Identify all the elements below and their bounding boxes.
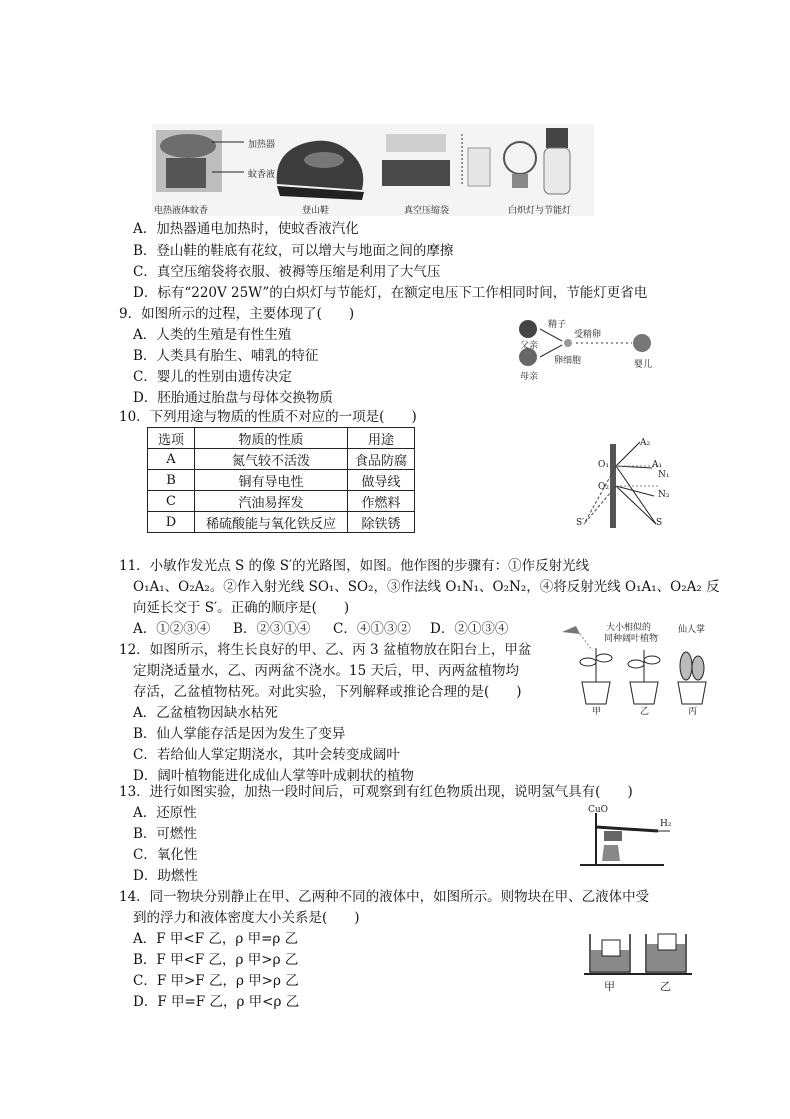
label-father: 父亲 [520,341,539,351]
q13-apparatus-figure [574,805,678,869]
q14-diagram [580,912,698,992]
caption-vacuum-bag: 真空压缩袋 [404,206,450,216]
label-mother: 母亲 [520,372,539,382]
q13-option-b: B．可燃性 [133,826,197,842]
q14-line-1: 14．同一物块分别静止在甲、乙两种不同的液体中，如图所示。则物块在甲、乙液体中受 [119,889,650,905]
cell-property: 氮气较不活泼 [195,449,348,470]
table-row [148,470,415,491]
q12-option-d: D．阔叶植物能进化成仙人掌等叶成刺状的植物 [133,768,414,784]
q9-option-d: D．胚胎通过胎盘与母体交换物质 [133,390,333,406]
q9-option-b: B．人类具有胎生、哺乳的特征 [133,348,319,364]
label-zygote: 受精卵 [574,330,602,340]
q12-option-a: A．乙盆植物因缺水枯死 [133,705,278,721]
label-n1: N₁ [658,470,670,480]
caption-mosquito-liquid: 蚊香液 [248,170,276,180]
q11-line-2: O₁A₁、O₂A₂。②作入射光线 SO₁、SO₂，③作法线 O₁N₁、O₂N₂，④将反射光线 O₁A₁、O₂A₂ 反 [133,579,720,595]
header-use: 用途 [348,428,415,449]
label-beaker-yi: 乙 [660,980,671,993]
q13-option-a: A．还原性 [133,805,197,821]
q12-option-b: B．仙人掌能存活是因为发生了变异 [133,726,346,742]
q11-option-b: B．②③①④ [233,621,311,637]
q12-line-1: 12．如图所示，将生长良好的甲、乙、丙 3 盆植物放在阳台上，甲盆 [119,642,532,658]
q11-line-3: 向延长交于 S′。正确的顺序是( ) [133,600,350,616]
q14-option-a: A．F 甲<F 乙，ρ 甲=ρ 乙 [133,931,299,947]
header-property: 物质的性质 [195,428,348,449]
label-cactus: 仙人掌 [678,625,706,635]
label-yi: 乙 [640,707,650,717]
label-a2: A₂ [640,438,651,448]
q9-stem: 9．如图所示的过程，主要体现了( ) [119,306,355,322]
q8-option-a: A．加热器通电加热时，使蚊香液汽化 [133,221,359,237]
cell-property: 稀硫酸能与氧化铁反应 [195,512,348,533]
q8-option-c: C．真空压缩袋将衣服、被褥等压缩是利用了大气压 [133,264,441,280]
q9-option-a: A．人类的生殖是有性生殖 [133,327,292,343]
q12-option-c: C．若给仙人掌定期浇水，其叶会转变成阔叶 [133,747,400,763]
header-option: 选项 [148,428,195,449]
q11-line-1: 11．小敏作发光点 S 的像 S′的光路图，如图。他作图的步骤有：①作反射光线 [119,558,590,574]
cell-property: 铜有导电性 [195,470,348,491]
label-n2: N₂ [658,490,670,500]
caption-bulbs: 白炽灯与节能灯 [508,206,572,216]
cell-option: C [148,491,195,512]
q14-beakers-figure [580,912,698,992]
table-row [148,449,415,470]
cell-property: 汽油易挥发 [195,491,348,512]
table-header-row [148,428,415,449]
q14-line-2: 到的浮力和液体密度大小关系是( ) [133,910,360,926]
q9-option-c: C．婴儿的性别由遗传决定 [133,369,292,385]
caption-liquid-mosquito-coil: 电热液体蚊香 [154,206,209,216]
label-s-prime: S′ [576,518,585,528]
cell-option: D [148,512,195,533]
label-s: S [656,518,663,528]
cell-use: 食品防腐 [348,449,415,470]
label-o1: O₁ [598,460,609,470]
label-h2: H₂ [660,819,672,829]
q11-option-c: C．④①③② [333,621,411,637]
label-cuo: CuO [588,805,609,815]
label-baby: 婴儿 [634,360,653,370]
cell-use: 除铁锈 [348,512,415,533]
label-egg: 卵细胞 [554,356,582,366]
q13-stem: 13．进行如图实验，加热一段时间后，可观察到有红色物质出现，说明氢气具有( ) [119,784,633,800]
label-o2: O₂ [598,482,609,492]
q14-option-c: C．F 甲>F 乙，ρ 甲>ρ 乙 [133,973,299,989]
label-similar-size: 大小相似的 [606,623,652,633]
label-a1: A₁ [652,460,663,470]
label-broadleaf: 同种阔叶植物 [604,634,659,644]
cell-option: B [148,470,195,491]
q8-option-d: D．标有“220V 25W”的白炽灯与节能灯，在额定电压下工作相同时间，节能灯更省电 [133,285,648,301]
q12-line-3: 存活，乙盆植物枯死。对此实验，下列解释或推论合理的是( ) [133,684,522,700]
q14-option-d: D．F 甲=F 乙，ρ 甲<ρ 乙 [133,994,300,1010]
q8-option-b: B．登山鞋的鞋底有花纹，可以增大与地面之间的摩擦 [133,243,454,259]
caption-heater: 加热器 [248,140,276,150]
q11-option-a: A．①②③④ [133,621,211,637]
q12-plants-figure [560,618,720,716]
q11-diagram [574,438,670,530]
table-row [148,512,415,533]
q11-option-d: D．②①③④ [430,621,509,637]
label-sperm: 精子 [548,320,567,330]
cell-use: 做导线 [348,470,415,491]
caption-hiking-shoes: 登山鞋 [302,206,330,216]
q10-table [147,427,415,533]
q10-stem: 10．下列用途与物质的性质不对应的一项是( ) [119,409,417,425]
q13-option-d: D．助燃性 [133,868,198,884]
label-jia: 甲 [592,707,602,717]
q9-reproduction-figure [514,315,664,385]
table-row [148,491,415,512]
q14-option-b: B．F 甲<F 乙，ρ 甲>ρ 乙 [133,952,299,968]
label-bing: 丙 [688,707,698,717]
cell-use: 作燃料 [348,491,415,512]
q8-photo-strip [152,124,594,216]
q12-line-2: 定期浇适量水，乙、丙两盆不浇水。15 天后，甲、丙两盆植物均 [133,663,519,679]
q13-option-c: C．氧化性 [133,847,198,863]
label-beaker-jia: 甲 [604,980,615,993]
cell-option: A [148,449,195,470]
q11-light-path-figure [574,438,670,530]
